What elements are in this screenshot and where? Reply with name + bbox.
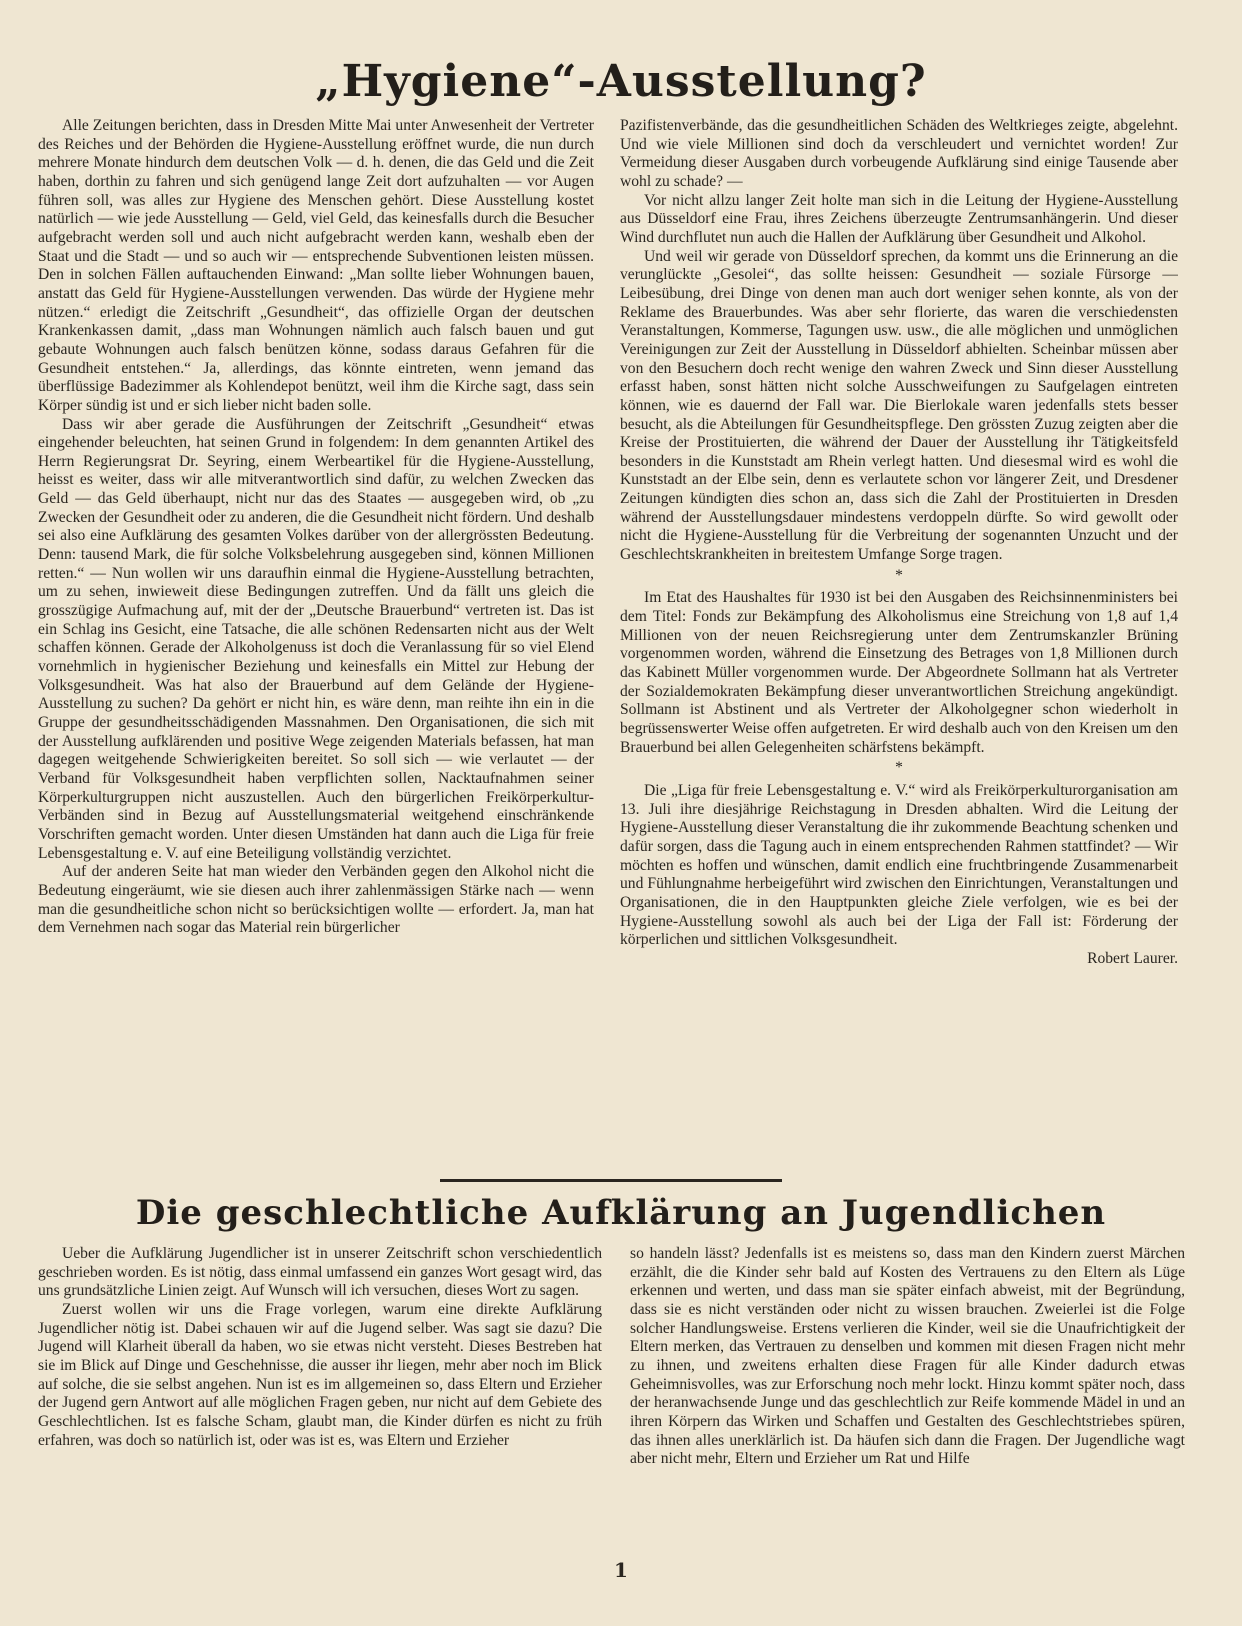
- article-divider: [440, 1179, 782, 1182]
- author-signature: [620, 950, 1178, 969]
- article1-column-left: [38, 117, 594, 1172]
- paragraph: so handeln lässt? Jedenfalls ist es meistens so, dass man den Kindern zuerst Märchen erzählt, die die Kinder sehr bald auf Kosten des Vertrauens zu den Eltern als Lüge erkennen und werten, und dass man sie später einfach abweist, mit der Begründung, dass sie es nicht verständen oder nicht zu wissen brauchen. Zweierlei ist die Folge solcher Handlungsweise. Erstens verlieren die Kinder, weil sie die Unaufrichtigkeit der Eltern merken, das Vertrauen zu denselben und kommen mit diesen Fragen nicht mehr zu ihnen, und zweitens erhalten diese Fragen für alle Kinder dadurch etwas Geheimnisvolles, was zur Erforschung noch mehr lockt. Hinzu kommt später noch, dass der heranwachsende Junge und das geschlechtlich zur Reife kommende Mädel in und an ihren Körpern das Wirken und Schaffen und Gestalten des Geschlechtstriebes spüren, das ihnen alles unerklärlich ist. Da häufen sich dann die Fragen. Der Jugendliche wagt aber nicht mehr, Eltern und Erzieher um Rat und Hilfe: [630, 1245, 1185, 1468]
- paragraph: Die „Liga für freie Lebensgestaltung e. V.“ wird als Freikörperkulturorganisation am 13. Juli ihre diesjährige Reichstagung in Dresden abhalten. Wird die Leitung der Hygiene-Ausstellung dieser Veranstaltung die ihr zukommende Beachtung schenken und dafür sorgen, dass die Tagung auch in einem entsprechenden Rahmen stattfindet? — Wir möchten es hoffen und wünschen, damit endlich eine fruchtbringende Zusammenarbeit und Fühlungnahme herbeigeführt wird zwischen den Einrichtungen, Veranstaltungen und Organisationen, die in den Hauptpunkten gleiche Ziele verfolgen, wie es bei der Hygiene-Ausstellung sowohl als auch bei der Liga der Fall ist: Förderung der körperlichen und sittlichen Volksgesundheit.: [620, 781, 1178, 949]
- section-separator: *: [895, 566, 903, 584]
- article1-column-right: [620, 117, 1178, 1172]
- paragraph: Zuerst wollen wir uns die Frage vorlegen, warum eine direkte Aufklärung Jugendlicher nötig ist. Dabei schauen wir auf die Jugend selber. Was sagt sie dazu? Die Jugend will Klarheit überall da haben, wo sie etwas nicht versteht. Dieses Bestreben hat sie im Blick auf Dinge und Geschehnisse, die ausser ihr liegen, mehr aber noch im Blick auf solche, die sie selbst angehen. Nun ist es im allgemeinen so, dass Eltern und Erzieher der Jugend gern Antwort auf alle möglichen Fragen geben, nur nicht auf dem Gebiete des Geschlechtlichen. Ist es falsche Scham, glaubt man, die Kinder dürfen es nicht zu früh erfahren, was doch so natürlich ist, oder was ist es, was Eltern und Erzieher: [38, 1300, 602, 1449]
- author-name: Robert Laurer.: [1087, 949, 1178, 967]
- article2-column-right: [630, 1245, 1185, 1535]
- paragraph: Ueber die Aufklärung Jugendlicher ist in unserer Zeitschrift schon verschiedentlich geschrieben worden. Es ist nötig, dass einmal umfassend ein ganzes Wort gesagt wird, das uns grundsätzliche Linien zeigt. Auf Wunsch will ich versuchen, dieses Wort zu sagen.: [38, 1245, 602, 1300]
- paragraph: Im Etat des Haushaltes für 1930 ist bei den Ausgaben des Reichsinnenministers bei dem Titel: Fonds zur Bekämpfung des Alkoholismus eine Streichung von 1,8 auf 1,4 Millionen von der neuen Reichsregierung unter dem Zentrumskanzler Brüning vorgenommen worden, während die Einsetzung des Betrages von 1,8 Millionen durch das Kabinett Müller vorgenommen wurde. Der Abgeordnete Sollmann hat als Vertreter der Sozialdemokraten Bekämpfung dieser unverantwortlichen Streichung angekündigt. Sollmann ist Abstinent und als Vertreter der Alkoholgegner schon wiederholt in begrüssenswerter Weise offen aufgetreten. Er wird deshalb auch von den Kreisen um den Brauerbund bei allen Gelegenheiten schärfstens bekämpft.: [620, 589, 1178, 756]
- page-number: 1: [614, 1558, 628, 1582]
- article-title-hygiene: „Hygiene“-Ausstellung?: [315, 56, 927, 107]
- article-title-aufklaerung: Die geschlechtliche Aufklärung an Jugendlichen: [135, 1193, 1107, 1233]
- paragraph: Auf der anderen Seite hat man wieder den Verbänden gegen den Alkohol nicht die Bedeutung eingeräumt, wie sie diesen auch ihrer zahlenmässigen Stärke nach — wenn man die gesundheitliche schon nicht so berücksichtigen wollte — erfordert. Ja, man hat dem Vernehmen nach sogar das Material rein bürgerlicher: [38, 863, 594, 937]
- section-separator: *: [895, 759, 903, 777]
- paragraph: Dass wir aber gerade die Ausführungen der Zeitschrift „Gesundheit“ etwas eingehender beleuchten, hat seinen Grund in folgendem: In dem genannten Artikel des Herrn Regierungsrat Dr. Seyring, einem Werbeartikel für die Hygiene-Ausstellung, heisst es weiter, dass wir alle mitverantwortlich sind dafür, zu welchen Zwecken das Geld — das Geld überhaupt, nicht nur das des Staates — ausgegeben wird, ob „zu Zwecken der Gesundheit oder zu anderen, die die Gesundheit nicht fördern. Und deshalb sei also eine Aufklärung des gesamten Volkes darüber von der allergrössten Bedeutung. Denn: tausend Mark, die für solche Volksbelehrung ausgegeben sind, können Millionen retten.“ — Nun wollen wir uns daraufhin einmal die Hygiene-Ausstellung betrachten, um zu sehen, inwieweit diese Bedingungen zutreffen. Und da fällt uns gleich die grosszügige Aufmachung auf, mit der der „Deutsche Brauerbund“ vertreten ist. Das ist ein Schlag ins Gesicht, eine Tatsache, die alle schönen Redensarten nicht aus der Welt schaffen können. Gerade der Alkoholgenuss ist doch die Veranlassung für so viel Elend vornehmlich in hygienischer Beziehung und keinesfalls ein Mittel zur Hebung der Volksgesundheit. Was hat also der Brauerbund auf dem Gelände der Hygiene-Ausstellung zu suchen? Da gehört er nicht hin, es wäre denn, man reihte ihn ein in die Gruppe der gesundheitsschädigenden Massnahmen. Den Organisationen, die sich mit der Ausstellung aufklärenden und positive Wege zeigenden Materials befassen, hat man dagegen weitgehende Schwierigkeiten bereitet. So soll sich — wie verlautet — der Verband für Volksgesundheit haben verpflichten sollen, Nacktaufnahmen seiner Körperkulturgruppen nicht auszustellen. Auch den bürgerlichen Freikörperkultur-Verbänden sind in Bezug auf Ausstellungsmaterial weitgehend einschränkende Vorschriften gemacht worden. Unter diesen Umständen hat dann auch die Liga für freie Lebensgestaltung e. V. auf eine Beteiligung vollständig verzichtet.: [38, 415, 594, 862]
- paragraph: Pazifistenverbände, das die gesundheitlichen Schäden des Weltkrieges zeigte, abgelehnt. Und wie viele Millionen sind doch da verschleudert und vernichtet worden! Zur Vermeidung dieser Ausgaben durch vorbeugende Aufklärung sind einige Tausende aber wohl zu schade? —: [620, 117, 1178, 190]
- paragraph: Alle Zeitungen berichten, dass in Dresden Mitte Mai unter Anwesenheit der Vertreter des Reiches und der Behörden die Hygiene-Ausstellung eröffnet wurde, die nun durch mehrere Monate hindurch dem deutschen Volk — d. h. denen, die das Geld und die Zeit haben, dorthin zu fahren und sich genügend lange Zeit dort aufzuhalten — vor Augen führen soll, was alles zur Hygiene des Menschen gehört. Diese Ausstellung kostet natürlich — wie jede Ausstellung — Geld, viel Geld, das keinesfalls durch die Besucher aufgebracht werden soll und auch nicht aufgebracht werden kann, weshalb eben der Staat und die Stadt — und so auch wir — entsprechende Subventionen leisten müssen. Den in solchen Fällen auftauchenden Einwand: „Man sollte lieber Wohnungen bauen, anstatt das Geld für Hygiene-Ausstellungen verwenden. Das würde der Hygiene mehr nützen.“ erledigt die Zeitschrift „Gesundheit“, das offizielle Organ der deutschen Krankenkassen damit, „dass man Wohnungen nämlich auch falsch bauen und gut gebaute Wohnungen auch falsch benützen könne, sodass daraus Gefahren für die Gesundheit entstehen.“ Ja, allerdings, das könnte eintreten, wenn jemand das überflüssige Badezimmer als Kohlendepot benützt, weil ihm die Kirche sagt, dass sein Körper sündig ist und er sich lieber nicht baden solle.: [38, 117, 594, 414]
- paragraph: Und weil wir gerade von Düsseldorf sprechen, da kommt uns die Erinnerung an die verunglückte „Gesolei“, das sollte heissen: Gesundheit — soziale Fürsorge — Leibesübung, drei Dinge von denen man auch dort weniger sehen konnte, als von der Reklame des Brauerbundes. Was aber sehr florierte, das waren die verschiedensten Veranstaltungen, Kommerse, Tagungen usw. usw., die alle möglichen und unmöglichen Vereinigungen zur Zeit der Ausstellung in Düsseldorf abhielten. Scheinbar müssen aber von den Besuchern doch recht wenige den wahren Zweck und Sinn dieser Ausstellung erfasst haben, sonst hätten nicht solche Ausschweifungen zu Saufgelagen eintreten können, wie es dauernd der Fall war. Die Bierlokale waren jedenfalls stets besser besucht, als die Abteilungen für Gesundheitspflege. Den grössten Zuzug zeigten aber die Kreise der Prostituierten, die während der Dauer der Ausstellung ihr Tätigkeitsfeld besonders in die Kunststadt am Rhein verlegt hatten. Und diesesmal wird es wohl die Kunststadt an der Elbe sein, denn es verlautete schon vor längerer Zeit, und Dresdener Zeitungen kündigten dies schon an, dass sich die Zahl der Prostituierten in Dresden während der Ausstellungsdauer mindestens verdoppeln dürfte. So wird gewollt oder nicht die Hygiene-Ausstellung für die Verbreitung der sogenannten Unzucht und der Geschlechtskrankheiten in breitestem Umfange Sorge tragen.: [620, 247, 1178, 564]
- article2-column-left: [38, 1245, 602, 1535]
- paragraph: Vor nicht allzu langer Zeit holte man sich in die Leitung der Hygiene-Ausstellung aus Düsseldorf eine Frau, ihres Zeichens überzeugte Zentrumsanhängerin. Und dieser Wind durchflutet nun auch die Hallen der Aufklärung über Gesundheit und Alkohol.: [620, 191, 1178, 246]
